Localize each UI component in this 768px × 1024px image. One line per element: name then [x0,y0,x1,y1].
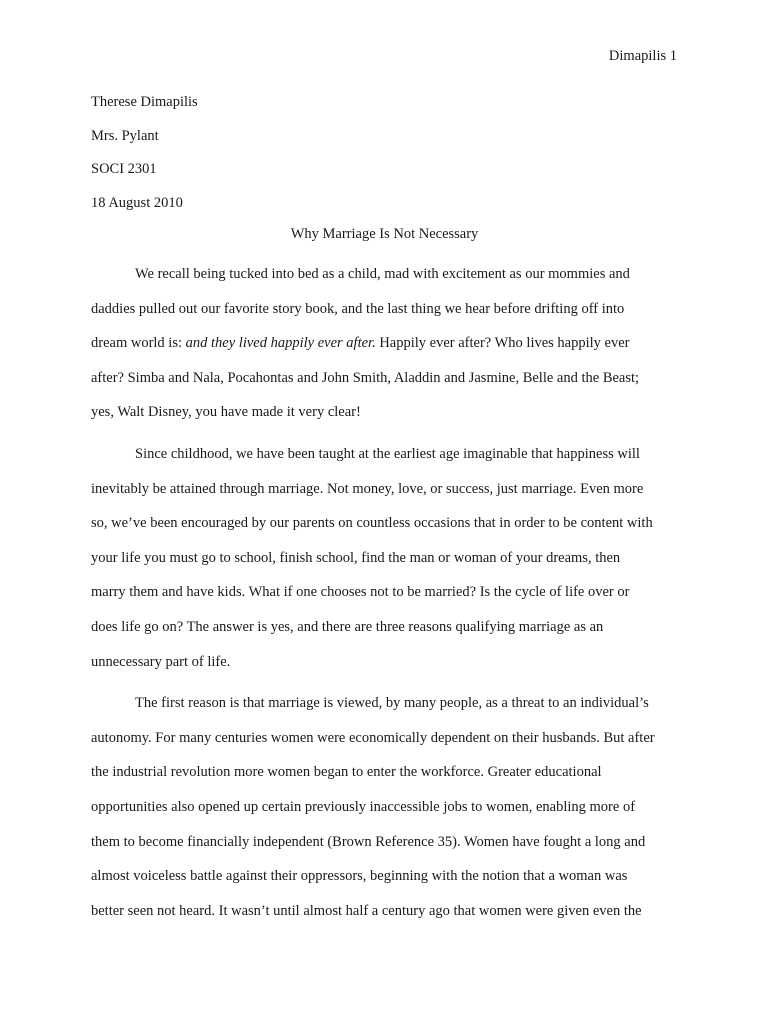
paragraph-1 [91,257,681,430]
paragraph-line: almost voiceless battle against their oppressors, beginning with the notion that a woman was [91,868,628,885]
paragraph-line: Since childhood, we have been taught at the earliest age imaginable that happiness will [135,445,640,462]
paragraph-line: the industrial revolution more women began to enter the workforce. Greater educational [91,764,602,781]
italic-phrase: and they lived happily ever after. [185,335,376,352]
paragraph-line: marry them and have kids. What if one chooses not to be married? Is the cycle of life over or [91,584,630,601]
paper-body [91,257,681,935]
paragraph-line: The first reason is that marriage is viewed, by many people, as a threat to an individual’s [135,695,649,712]
running-head: Dimapilis 1 [608,48,677,64]
paragraph-3 [91,686,681,928]
paragraph-line: unnecessary part of life. [91,653,231,670]
mla-heading-block [91,92,678,226]
course-number: SOCI 2301 [91,161,157,177]
paragraph-line: yes, Walt Disney, you have made it very clear! [91,404,361,421]
paragraph-line: so, we’ve been encouraged by our parents on countless occasions that in order to be content with [91,515,653,532]
paragraph-line: them to become financially independent (Brown Reference 35). Women have fought a long and [91,833,646,850]
paper-date: 18 August 2010 [91,194,183,211]
dream-line-suffix: Happily ever after? Who lives happily ever [375,335,630,352]
paragraph-line: We recall being tucked into bed as a child, mad with excitement as our mommies and [135,266,630,282]
author-name: Therese Dimapilis [91,94,198,110]
paper-title: Why Marriage Is Not Necessary [290,226,479,242]
paragraph-line: inevitably be attained through marriage. Not money, love, or success, just marriage. Even more [91,480,644,497]
paragraph-line: does life go on? The answer is yes, and there are three reasons qualifying marriage as an [91,618,604,635]
paragraph-line: daddies pulled out our favorite story book, and the last thing we hear before drifting off into [91,300,625,317]
paragraph-line: opportunities also opened up certain previously inaccessible jobs to women, enabling more of [91,798,636,815]
paragraph-line-dream-world [91,326,681,361]
paragraph-line: better seen not heard. It wasn’t until almost half a century ago that women were given even the [91,902,642,919]
instructor-name: Mrs. Pylant [91,127,159,144]
paragraph-line: your life you must go to school, finish school, find the man or woman of your dreams, then [91,549,621,566]
paragraph-line: autonomy. For many centuries women were economically dependent on their husbands. But after [91,729,655,746]
dream-line-prefix: dream world is: [91,335,186,352]
paragraph-line: after? Simba and Nala, Pocahontas and John Smith, Aladdin and Jasmine, Belle and the Beast; [91,369,640,386]
paragraph-2 [91,437,681,679]
